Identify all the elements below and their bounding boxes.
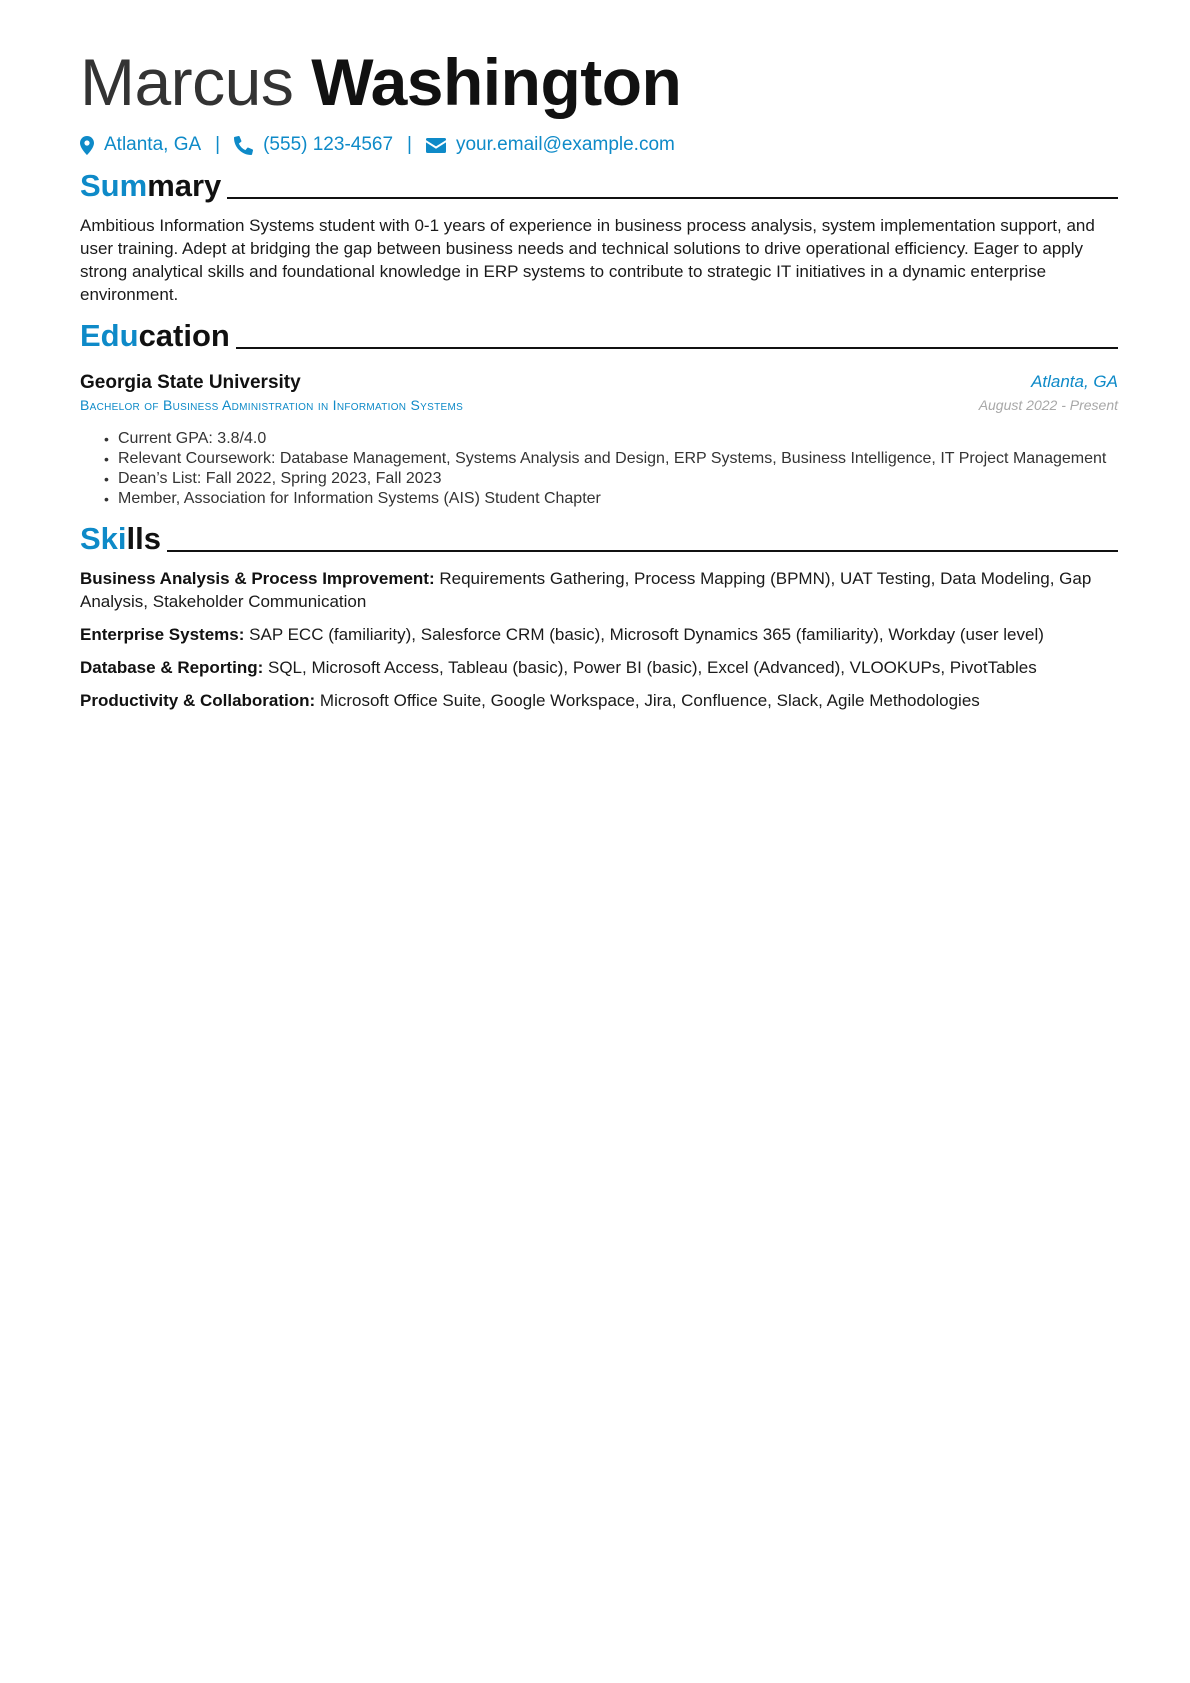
summary-heading: [80, 168, 1118, 204]
education-entry-header: [80, 372, 1118, 394]
skill-line: [80, 623, 1118, 646]
section-title-accent: Edu: [80, 318, 139, 353]
education-entry-subheader: [80, 394, 1118, 413]
candidate-name: [80, 40, 1118, 124]
skill-value: Requirements Gathering, Process Mapping (BPMN), UAT Testing, Data Modeling, Gap Analysis, Stakeholder Communication: [80, 569, 1092, 611]
skill-value: SAP ECC (familiarity), Salesforce CRM (basic), Microsoft Dynamics 365 (familiarity), Workday (user level): [249, 625, 1044, 644]
section-title: [80, 521, 161, 557]
section-divider: [236, 347, 1118, 349]
skill-value: Microsoft Office Suite, Google Workspace, Jira, Confluence, Slack, Agile Methodologies: [319, 691, 980, 710]
phone-icon: [234, 136, 253, 155]
skill-label: Business Analysis & Process Improvement:: [80, 569, 435, 588]
education-heading: [80, 318, 1118, 354]
email-text: your.email@example.com: [455, 134, 675, 155]
section-title-rest: lls: [126, 521, 161, 556]
section-title: [80, 168, 221, 204]
section-divider: [227, 197, 1118, 199]
education-bullets: [80, 429, 1118, 509]
contact-location: [80, 134, 201, 156]
list-item: • Member, Association for Information Systems (AIS) Student Chapter: [104, 489, 1118, 509]
skills-heading: [80, 521, 1118, 557]
map-marker-icon: [80, 136, 94, 155]
list-item: • Relevant Coursework: Database Management, Systems Analysis and Design, ERP Systems, Business Intelligence, IT Project Management: [104, 449, 1118, 469]
school-name: Georgia State University: [80, 372, 301, 393]
summary-text: Ambitious Information Systems student with 0-1 years of experience in business process analysis, system implementation support, and user training. Adept at bridging the gap between business needs and technical solutions to drive operational efficiency. Eager to apply strong analytical skills and foundational knowledge in ERP systems to contribute to strategic IT initiatives in a dynamic enterprise environment.: [80, 216, 1095, 304]
list-item: • Dean’s List: Fall 2022, Spring 2023, Fall 2023: [104, 469, 1118, 489]
skill-line: [80, 567, 1118, 613]
contact-phone[interactable]: [234, 134, 393, 156]
first-name: Marcus: [80, 45, 294, 119]
envelope-icon: [426, 138, 446, 153]
contact-separator: |: [407, 134, 412, 155]
section-title: [80, 318, 230, 354]
phone-text: (555) 123-4567: [263, 134, 394, 155]
contact-separator: |: [215, 134, 221, 155]
school-location: Atlanta, GA: [1031, 372, 1118, 391]
contact-line: [80, 134, 1118, 156]
skill-label: Database & Reporting:: [80, 658, 264, 677]
degree: Bachelor of Business Administration in Information Systems: [80, 397, 464, 413]
section-title-accent: Sum: [80, 168, 148, 203]
section-title-accent: Ski: [80, 521, 127, 556]
skill-line: [80, 656, 1118, 679]
section-title-rest: mary: [147, 168, 222, 203]
last-name: Washington: [311, 45, 682, 119]
list-item: • Current GPA: 3.8/4.0: [104, 429, 1118, 449]
skill-label: Productivity & Collaboration:: [80, 691, 316, 710]
location-text: Atlanta, GA: [104, 134, 202, 155]
skills-list: [80, 567, 1118, 712]
skill-line: [80, 689, 1118, 712]
skill-value: SQL, Microsoft Access, Tableau (basic), Power BI (basic), Excel (Advanced), VLOOKUPs, PivotTables: [267, 658, 1037, 677]
section-divider: [167, 550, 1118, 552]
contact-email[interactable]: [426, 134, 675, 156]
section-title-rest: cation: [138, 318, 230, 353]
education-dates: August 2022 - Present: [978, 397, 1118, 413]
skill-label: Enterprise Systems:: [80, 625, 245, 644]
